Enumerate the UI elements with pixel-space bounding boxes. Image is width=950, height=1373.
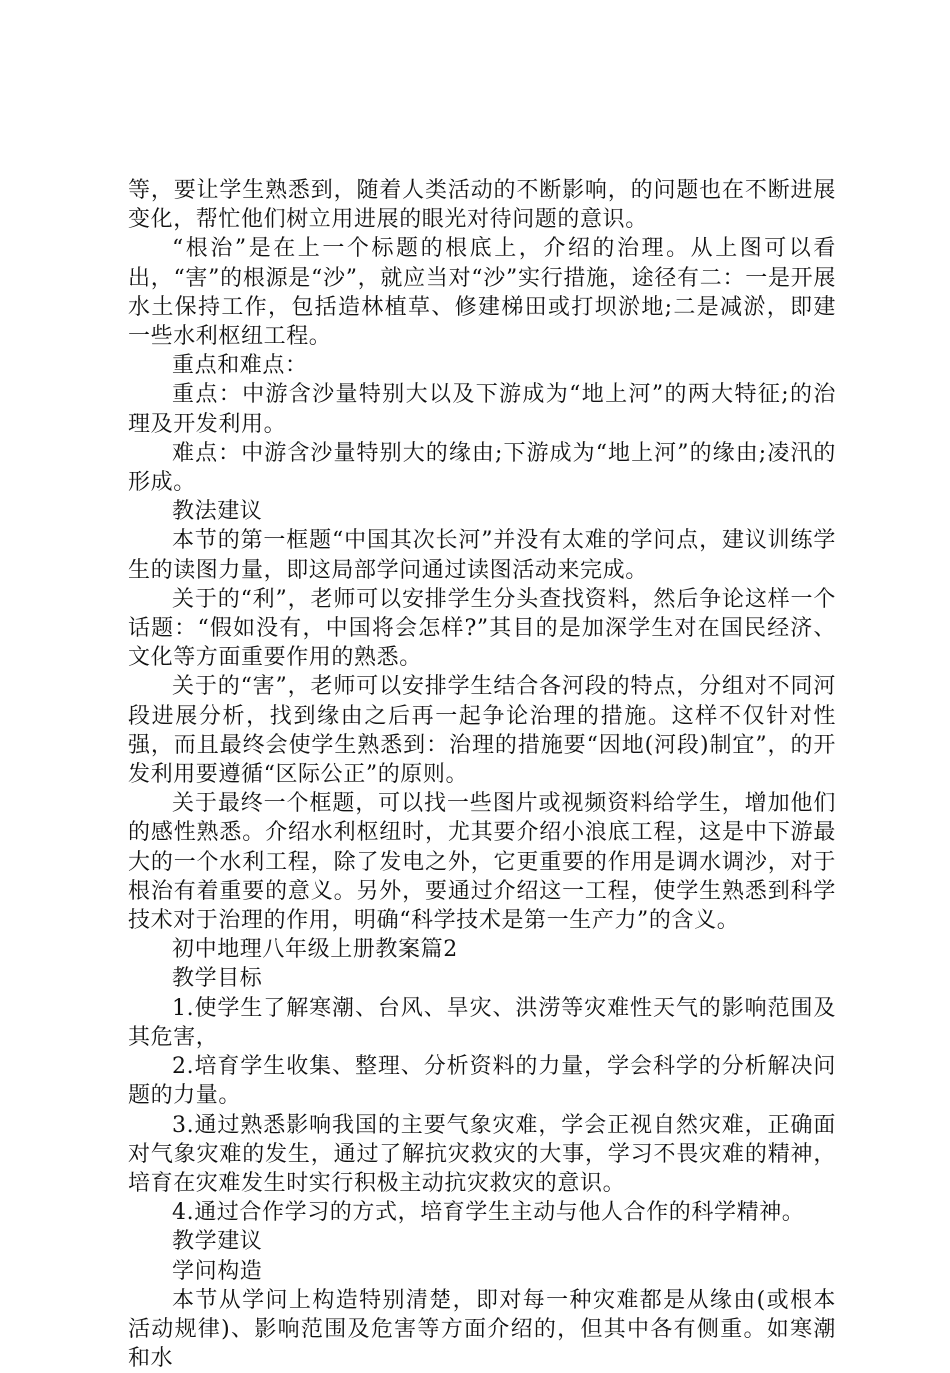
paragraph: 关于的“利”，老师可以安排学生分头查找资料，然后争论这样一个话题：“假如没有，中国将会怎样?”其目的是加深学生对在国民经济、文化等方面重要作用的熟悉。 bbox=[128, 586, 836, 671]
section-heading: 学问构造 bbox=[172, 1258, 263, 1284]
list-item: 1.使学生了解寒潮、台风、旱灾、洪涝等灾难性天气的影响范围及其危害， bbox=[128, 995, 836, 1050]
list-item: 2.培育学生收集、整理、分析资料的力量，学会科学的分析解决问题的力量。 bbox=[128, 1054, 836, 1109]
paragraph: 关于的“害”，老师可以安排学生结合各河段的特点，分组对不同河段进展分析，找到缘由之后再一起争论治理的措施。这样不仅针对性强，而且最终会使学生熟悉到：治理的措施要“因地(河段)制宜”，的开发利用要遵循“区际公正”的原则。 bbox=[128, 674, 836, 788]
paragraph: 本节的第一框题“中国其次长河”并没有太难的学问点，建议训练学生的读图力量，即这局部学问通过读图活动来完成。 bbox=[128, 528, 836, 583]
list-item: 3.通过熟悉影响我国的主要气象灾难，学会正视自然灾难，正确面对气象灾难的发生，通过了解抗灾救灾的大事，学习不畏灾难的精神，培育在灾难发生时实行积极主动抗灾救灾的意识。 bbox=[128, 1112, 836, 1196]
section-heading: 教学建议 bbox=[172, 1229, 263, 1255]
section-heading: 教法建议 bbox=[172, 499, 263, 525]
section-heading: 重点和难点： bbox=[172, 353, 308, 379]
document-title: 初中地理八年级上册教案篇2 bbox=[172, 937, 458, 963]
section-heading: 教学目标 bbox=[172, 966, 263, 992]
list-item: 4.通过合作学习的方式，培育学生主动与他人合作的科学精神。 bbox=[172, 1200, 805, 1226]
document-body bbox=[128, 176, 836, 1373]
paragraph: “根治”是在上一个标题的根底上，介绍的治理。从上图可以看出，“害”的根源是“沙”，就应当对“沙”实行措施，途径有二：一是开展水土保持工作，包括造林植草、修建梯田或打坝淤地;二是减淤，即建一些水利枢纽工程。 bbox=[128, 236, 836, 350]
paragraph: 等，要让学生熟悉到，随着人类活动的不断影响，的问题也在不断进展变化，帮忙他们树立用进展的眼光对待问题的意识。 bbox=[128, 178, 836, 233]
paragraph: 难点：中游含沙量特别大的缘由;下游成为“地上河”的缘由;凌汛的形成。 bbox=[128, 440, 836, 496]
paragraph: 关于最终一个框题，可以找一些图片或视频资料给学生，增加他们的感性熟悉。介绍水利枢纽时，尤其要介绍小浪底工程，这是中下游最大的一个水利工程，除了发电之外，它更重要的作用是调水调沙，对于根治有着重要的意义。另外，要通过介绍这一工程，使学生熟悉到科学技术对于治理的作用，明确“科学技术是第一生产力”的含义。 bbox=[128, 791, 836, 934]
paragraph: 重点：中游含沙量特别大以及下游成为“地上河”的两大特征;的治理及开发利用。 bbox=[128, 382, 836, 437]
paragraph: 本节从学问上构造特别清楚，即对每一种灾难都是从缘由(或根本活动规律)、影响范围及危害等方面介绍的，但其中各有侧重。如寒潮和水 bbox=[128, 1287, 836, 1372]
